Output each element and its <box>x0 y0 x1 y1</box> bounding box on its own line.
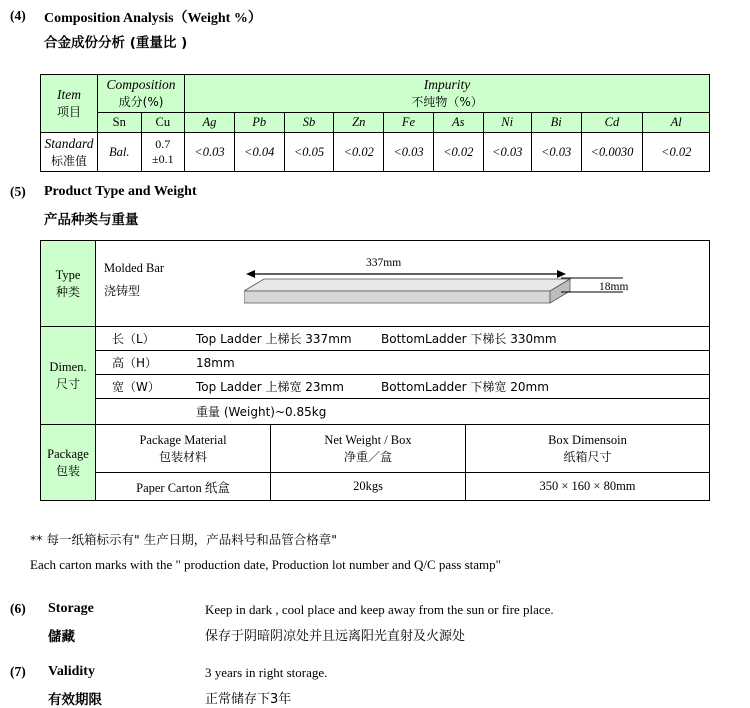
dimen-row-height <box>96 351 709 375</box>
element-ag: Ag <box>185 113 235 133</box>
section-6-title-en: Storage <box>48 601 94 616</box>
value-cu-line2: ±0.1 <box>151 152 174 166</box>
net-weight-header-en: Net Weight / Box <box>324 432 412 447</box>
item-header-cell <box>41 75 98 133</box>
row-label-cell <box>41 133 98 172</box>
table-row-values <box>41 133 710 172</box>
row-label-en: Standard <box>44 135 94 151</box>
thickness-dimension-label: 18mm <box>599 281 629 293</box>
section-5-title-cn: 产品种类与重量 <box>44 212 139 228</box>
value-al: <0.02 <box>643 133 710 172</box>
dimen-row-weight <box>96 399 709 423</box>
element-fe: Fe <box>384 113 434 133</box>
section-4-title-cn: 合金成份分析 (重量比 ) <box>44 35 188 51</box>
element-as: As <box>433 113 483 133</box>
carton-note-en: Each carton marks with the " production date, Production lot number and Q/C pass stamp" <box>30 557 501 572</box>
type-label-cell <box>41 241 96 326</box>
composition-header-en: Composition <box>106 77 176 92</box>
value-zn: <0.02 <box>334 133 384 172</box>
type-label-cn: 种类 <box>55 284 80 299</box>
composition-header-cn: 成分(%) <box>118 95 164 109</box>
value-cu <box>141 133 185 172</box>
dimen-row-length <box>96 327 709 351</box>
section-6-text-en: Keep in dark , cool place and keep away from the sun or fire place. <box>205 602 554 617</box>
element-cd: Cd <box>581 113 643 133</box>
impurity-header-cell <box>185 75 710 113</box>
section-7-number: (7) <box>10 664 26 679</box>
row-label-cn: 标准值 <box>51 153 88 168</box>
section-7-title-cn: 有效期限 <box>48 692 102 708</box>
value-cu-line1: 0.7 <box>155 137 171 151</box>
section-5-number: (5) <box>10 184 26 199</box>
dimen-weight-value: 重量 (Weight)~0.85kg <box>196 404 327 419</box>
value-as: <0.02 <box>433 133 483 172</box>
package-material-value: Paper Carton 纸盒 <box>96 473 271 500</box>
dimen-name-length: 长（L） <box>112 332 155 346</box>
element-ni: Ni <box>483 113 531 133</box>
value-cd: <0.0030 <box>581 133 643 172</box>
package-material-header <box>96 425 271 472</box>
net-weight-value: 20kgs <box>271 473 466 500</box>
element-bi: Bi <box>531 113 581 133</box>
dimen-name-width: 宽（W） <box>112 380 160 394</box>
element-cu: Cu <box>141 113 185 133</box>
value-pb: <0.04 <box>234 133 284 172</box>
value-ag: <0.03 <box>185 133 235 172</box>
table-row-elements <box>41 113 710 133</box>
dimen-bottom-width: BottomLadder 下梯宽 20mm <box>381 380 549 394</box>
composition-header-cell <box>98 75 185 113</box>
item-header-cn: 项目 <box>57 105 82 119</box>
dimen-bottom-length: BottomLadder 下梯长 330mm <box>381 332 557 346</box>
dimen-body <box>96 327 709 424</box>
element-sn: Sn <box>98 113 141 133</box>
package-label-cell <box>41 425 96 500</box>
value-sb: <0.05 <box>284 133 334 172</box>
dimen-top-width: Top Ladder 上梯宽 23mm <box>196 380 344 394</box>
value-sn: Bal. <box>98 133 141 172</box>
dimen-value-height: 18mm <box>196 355 235 370</box>
value-bi: <0.03 <box>531 133 581 172</box>
net-weight-header <box>271 425 466 472</box>
package-label-cn: 包装 <box>55 463 80 478</box>
dimen-row-width <box>96 375 709 399</box>
product-package-row <box>41 425 709 500</box>
dimen-label-cn: 尺寸 <box>55 376 80 391</box>
section-4-number: (4) <box>10 8 26 23</box>
section-7-title-en: Validity <box>48 664 95 679</box>
element-pb: Pb <box>234 113 284 133</box>
composition-table <box>40 74 710 172</box>
product-table <box>40 240 710 501</box>
section-7-text-en: 3 years in right storage. <box>205 665 328 680</box>
value-ni: <0.03 <box>483 133 531 172</box>
type-body <box>96 241 709 326</box>
element-zn: Zn <box>334 113 384 133</box>
impurity-header-cn: 不纯物（%） <box>411 95 483 109</box>
dimen-name-height: 高（H） <box>112 356 158 370</box>
package-header-row <box>96 425 709 472</box>
value-fe: <0.03 <box>384 133 434 172</box>
section-6-number: (6) <box>10 601 26 616</box>
product-dimension-row <box>41 327 709 425</box>
product-type-row <box>41 241 709 327</box>
package-material-header-en: Package Material <box>139 432 227 447</box>
package-body <box>96 425 709 500</box>
section-7-text-cn: 正常储存下3年 <box>205 692 292 707</box>
net-weight-header-cn: 净重／盒 <box>343 449 392 464</box>
table-row <box>41 75 710 113</box>
section-4-title-en: Composition Analysis（Weight %） <box>44 11 262 26</box>
package-label-en: Package <box>47 446 89 461</box>
section-6-title-cn: 儲藏 <box>48 629 75 645</box>
package-value-row <box>96 472 709 500</box>
element-sb: Sb <box>284 113 334 133</box>
dimen-top-length: Top Ladder 上梯长 337mm <box>196 332 352 346</box>
dimen-label-cell <box>41 327 96 424</box>
type-value-cn: 浇铸型 <box>104 284 141 298</box>
box-dimension-header <box>466 425 709 472</box>
box-dimension-value: 350 × 160 × 80mm <box>539 479 636 493</box>
section-6-text-cn: 保存于阴暗阴凉处并且远离阳光直射及火源处 <box>205 629 466 644</box>
impurity-header-en: Impurity <box>423 77 471 92</box>
box-dimension-header-cn: 纸箱尺寸 <box>563 449 612 464</box>
type-value-en: Molded Bar <box>104 261 165 275</box>
item-header-en: Item <box>57 87 81 102</box>
molded-bar-illustration <box>244 277 574 317</box>
box-dimension-header-en: Box Dimensoin <box>548 432 627 447</box>
carton-note-cn: ** 每一纸箱标示有" 生产日期，产品料号和品管合格章" <box>30 532 337 547</box>
section-5-title-en: Product Type and Weight <box>44 184 197 199</box>
package-material-header-cn: 包装材料 <box>158 449 207 464</box>
element-al: Al <box>643 113 710 133</box>
length-dimension-label: 337mm <box>366 257 402 269</box>
dimen-label-en: Dimen. <box>49 359 87 374</box>
type-label-en: Type <box>55 267 81 282</box>
